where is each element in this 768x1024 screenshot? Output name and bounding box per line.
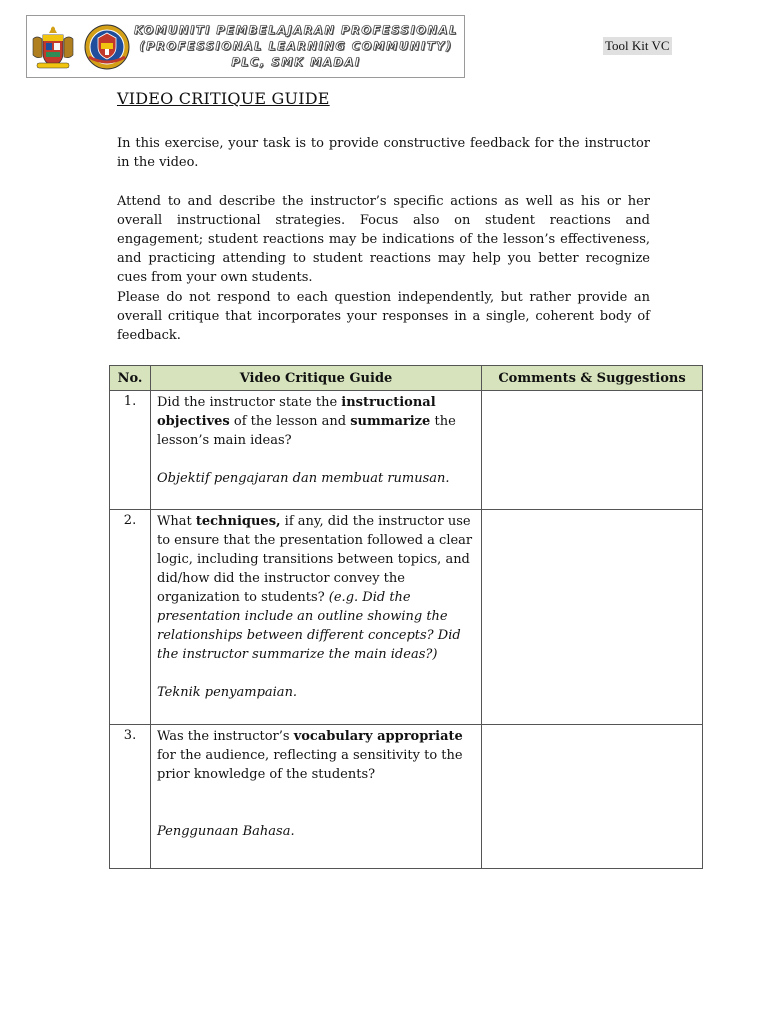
comment-cell[interactable]	[482, 391, 703, 510]
comment-cell[interactable]	[482, 725, 703, 869]
table-row	[110, 391, 703, 510]
header-text	[133, 22, 459, 70]
question-example: (e.g. Did the presentation include an outline showing the relationships between different concepts? Did the instructor summarize the main ideas?)	[157, 590, 461, 662]
malay-translation: Objektif pengajaran dan membuat rumusan.	[157, 471, 450, 486]
page-title: VIDEO CRITIQUE GUIDE	[117, 89, 330, 108]
question-key-term: vocabulary appropriate	[293, 729, 463, 744]
question-key-term: instructional objectives	[157, 395, 436, 429]
header-no: No.	[110, 366, 151, 391]
question-text: Was the instructor’s	[157, 729, 294, 744]
question-key-term: techniques,	[195, 514, 281, 529]
header-line-3: PLC, SMK MADAI	[231, 55, 361, 69]
header-banner	[26, 15, 465, 78]
row-number: 1.	[110, 391, 151, 510]
school-crest-icon	[83, 23, 131, 71]
question-cell	[151, 725, 482, 869]
toolkit-label: Tool Kit VC	[605, 38, 670, 53]
question-text: if any, did the instructor use to ensure that the presentation followed a clear logic, including transitions between topics, and did/how did the instructor convey the organization to students?	[157, 514, 473, 605]
table-row	[110, 725, 703, 869]
question-cell	[151, 510, 482, 725]
instructions-paragraph: Attend to and describe the instructor’s specific actions as well as his or her overall instructional strategies. Focus also on student reactions and engagement; student reactions may be indications of the lesson’s effectiveness, and practicing attending to student reactions may help you better recognize cues from your own students.	[117, 194, 650, 285]
malay-translation: Penggunaan Bahasa.	[157, 824, 295, 839]
row-number: 3.	[110, 725, 151, 869]
malaysia-coat-of-arms-icon	[29, 23, 77, 71]
table-header-row	[110, 366, 703, 391]
feedback-paragraph: Please do not respond to each question independently, but rather provide an overall critique that incorporates your responses in a single, coherent body of feedback.	[117, 290, 650, 343]
question-cell	[151, 391, 482, 510]
header-comments: Comments & Suggestions	[482, 366, 703, 391]
question-text: the lesson’s main ideas?	[157, 414, 456, 448]
question-text: Did the instructor state the	[157, 395, 342, 410]
header-guide: Video Critique Guide	[151, 366, 482, 391]
critique-table	[109, 365, 703, 869]
header-line-1: KOMUNITI PEMBELAJARAN PROFESSIONAL	[134, 23, 458, 37]
question-text: of the lesson and	[229, 414, 351, 429]
malay-translation: Teknik penyampaian.	[157, 685, 298, 700]
question-text: for the audience, reflecting a sensitivity to the prior knowledge of the students?	[157, 748, 463, 782]
question-text: What	[157, 514, 196, 529]
question-key-term: summarize	[350, 414, 431, 429]
comment-cell[interactable]	[482, 510, 703, 725]
header-line-2: (PROFESSIONAL LEARNING COMMUNITY)	[139, 39, 453, 53]
table-row	[110, 510, 703, 725]
intro-paragraph: In this exercise, your task is to provide constructive feedback for the instructor in the video.	[117, 136, 650, 170]
row-number: 2.	[110, 510, 151, 725]
